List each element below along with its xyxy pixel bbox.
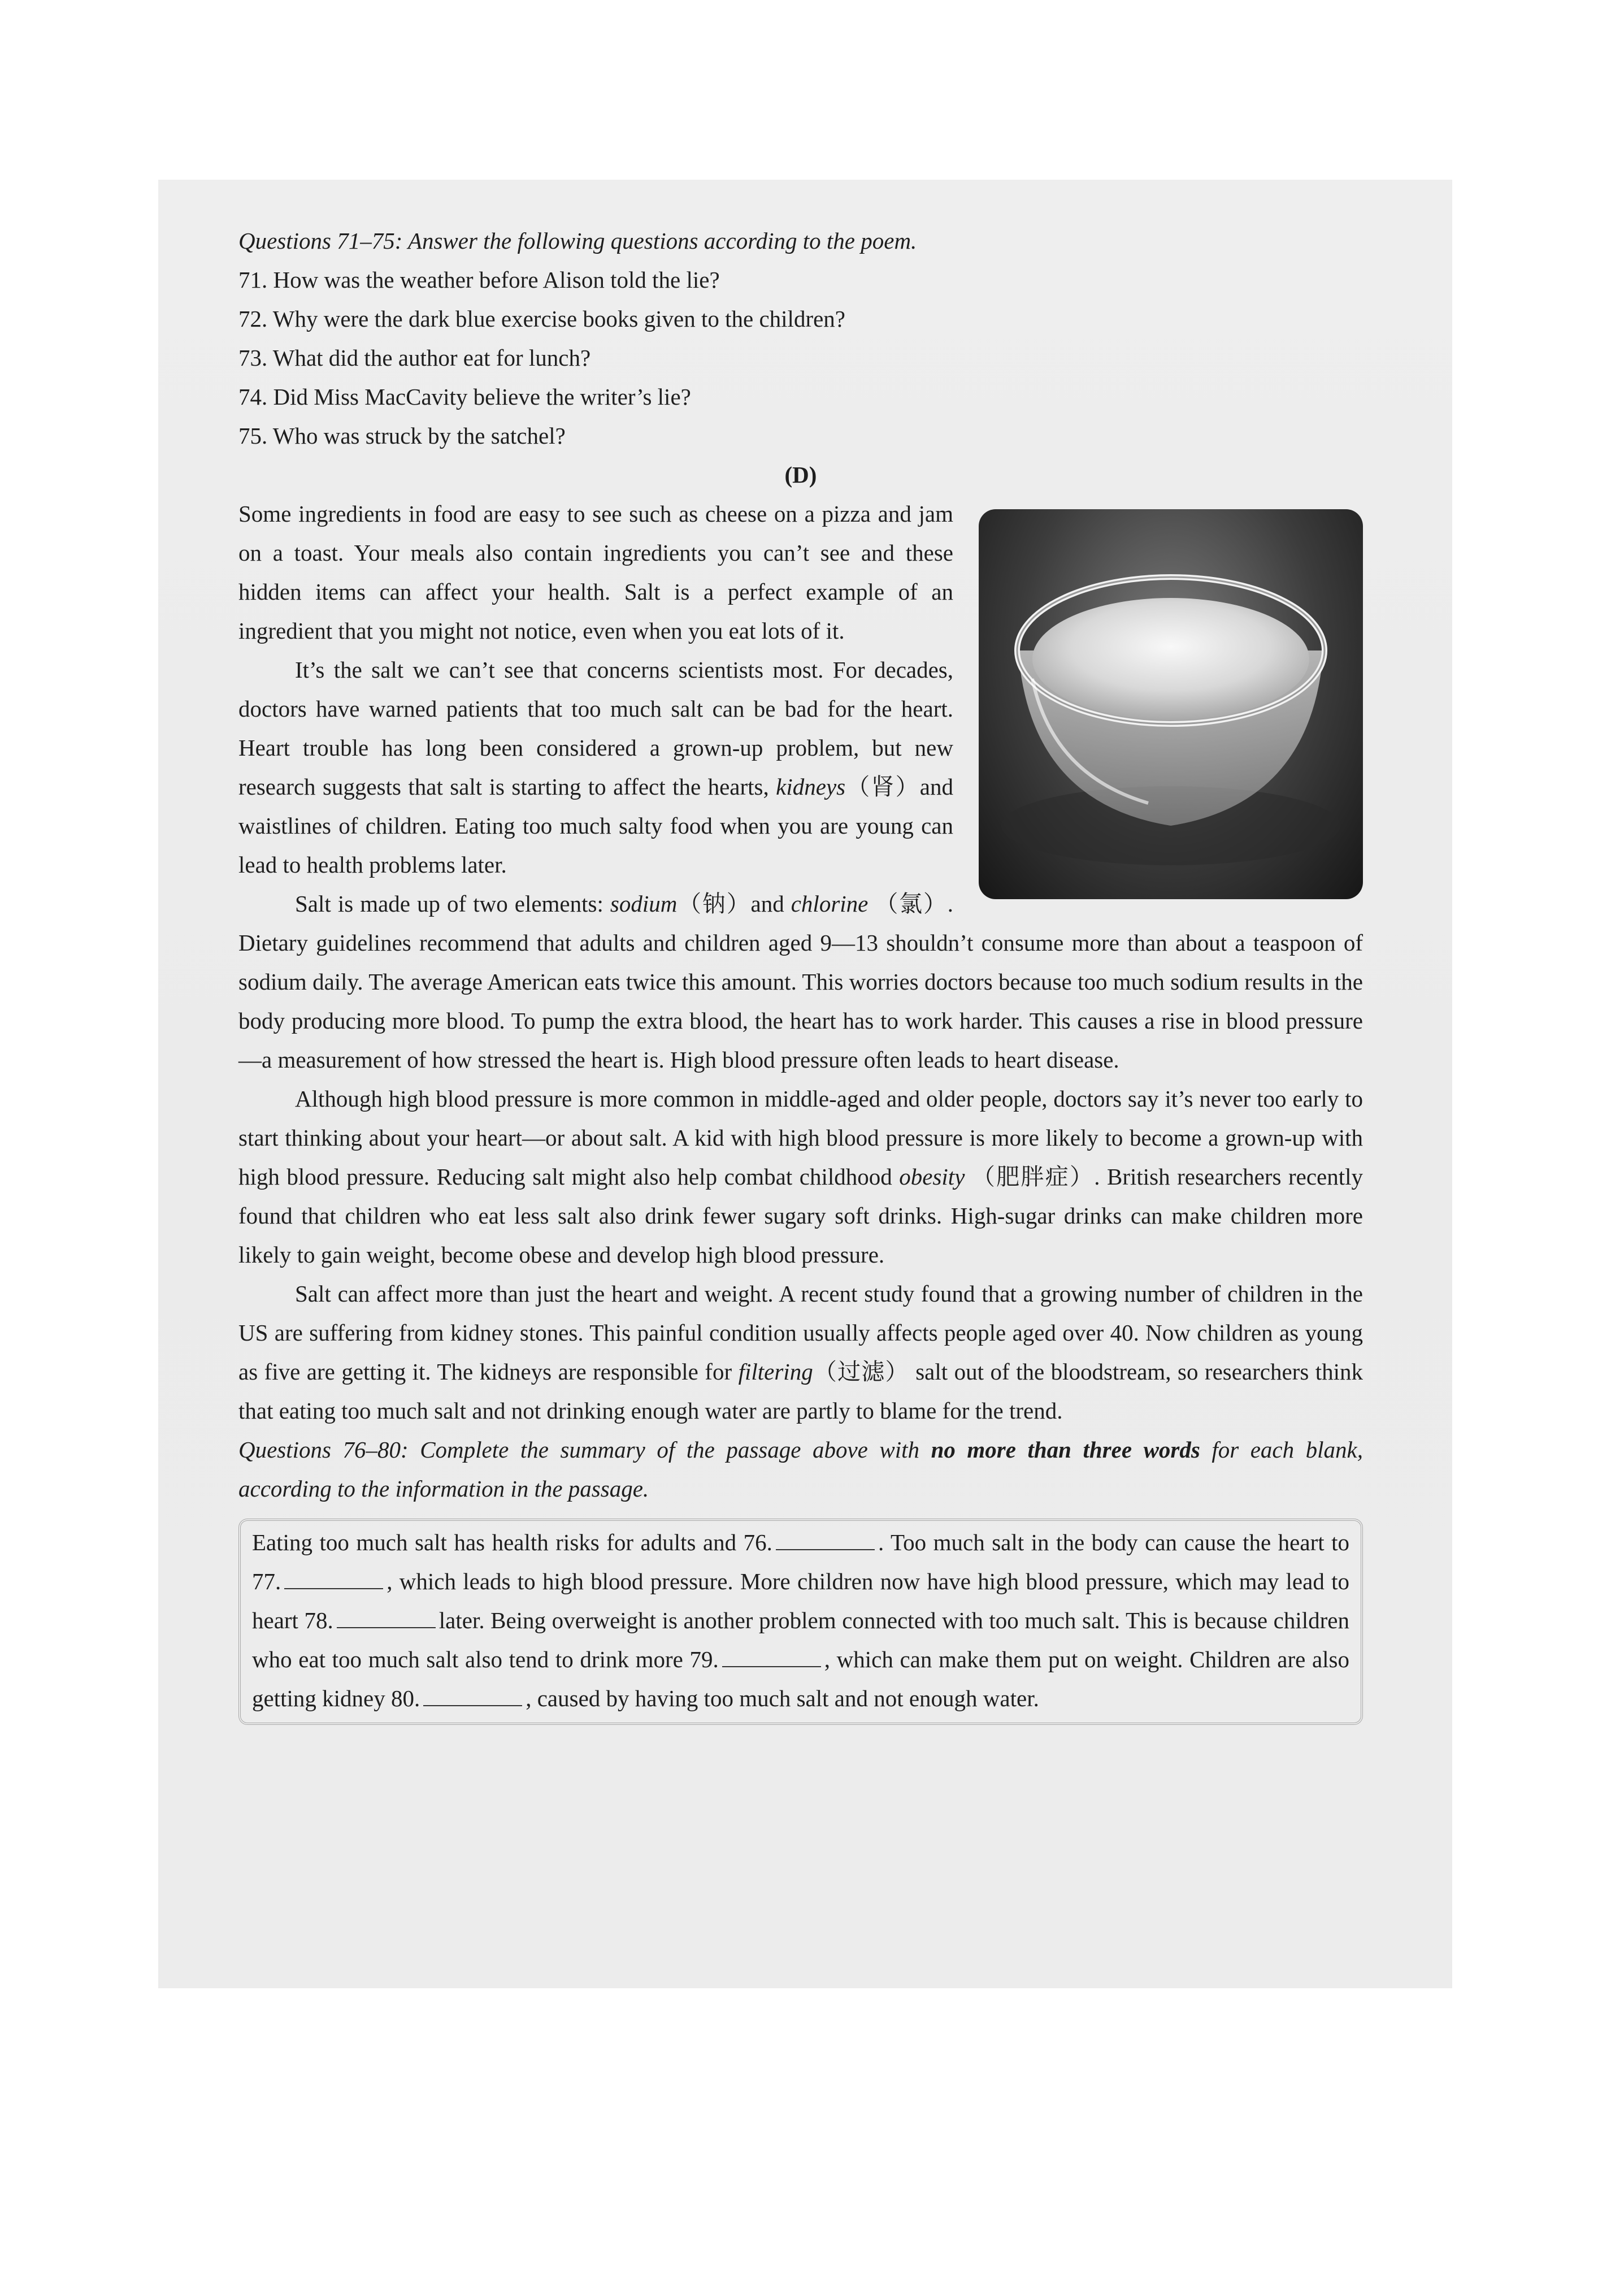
question-74: 74. Did Miss MacCavity believe the writer’s lie? — [238, 384, 691, 410]
paragraph-2-tail: and waistlines of children. Eating too much salty food when you are young can lead to health problems later. — [238, 774, 953, 878]
summary-s6: , caused by having too much salt and not enough water. — [526, 1685, 1039, 1711]
blank-76[interactable] — [776, 1528, 875, 1550]
paragraph-3-lead: Salt is made up of two elements: — [295, 891, 603, 917]
summary-s2: . Too much salt in the body can cause the heart to 77. — [252, 1529, 1350, 1594]
questions-76-80-instruction — [238, 1430, 1363, 1508]
paragraph-3 — [238, 884, 1363, 1079]
summary-s1: Eating too much salt has health risks for adults and 76. — [252, 1529, 772, 1555]
summary-s5: , which can make them put on weight. Children are also getting kidney 80. — [252, 1646, 1349, 1711]
salt-bowl-icon — [979, 509, 1363, 899]
term-chlorine-cn: （氯） — [875, 891, 948, 917]
instruction-76-80-a: Questions 76–80: Complete the summary of the passage above with — [238, 1437, 920, 1463]
questions-71-75-instruction: Questions 71–75: Answer the following questions according to the poem. — [238, 228, 917, 254]
paragraph-4-body: . British researchers recently found that children who eat less salt also drink fewer sugary soft drinks. High-sugar drinks can make children more likely to gain weight, become obese and develop high blood pressure. — [238, 1164, 1364, 1268]
paragraph-4-lead: Although high blood pressure is more common in middle-aged and older people, doctors say it’s never too early to start thinking about your heart—or about salt. A kid with high blood pressure is more likely to become a grown-up with high blood pressure. Reducing salt might also help combat childhood — [238, 1086, 1363, 1190]
question-72: 72. Why were the dark blue exercise books given to the children? — [238, 306, 845, 332]
paragraph-4 — [238, 1079, 1363, 1274]
instruction-76-80-b: for each blank, according to the information in the passage. — [238, 1437, 1363, 1502]
salt-bowl-photo — [979, 509, 1363, 899]
paragraph-3-body: . Dietary guidelines recommend that adults and children aged 9—13 shouldn’t consume more than about a teaspoon of sodium daily. The average American eats twice this amount. This worries doctors because too much sodium results in the body producing more blood. To pump the extra blood, the heart has to work harder. This causes a rise in blood pressure—a measurement of how stressed the heart is. High blood pressure often leads to heart disease. — [238, 891, 1363, 1073]
question-71: 71. How was the weather before Alison told the lie? — [238, 267, 720, 293]
worksheet-content — [238, 222, 1363, 1725]
term-filtering: filtering — [738, 1359, 813, 1385]
paragraph-1: Some ingredients in food are easy to see such as cheese on a pizza and jam on a toast. Your meals also contain ingredients you can’t see and these hidden items can affect your health. Salt is a perfect example of an ingredient that you might not notice, even when you eat lots of it. — [238, 501, 953, 644]
paragraph-3-and: and — [750, 891, 784, 917]
blank-78[interactable] — [337, 1606, 436, 1628]
summary-text — [252, 1523, 1349, 1718]
paragraph-5-body: salt out of the bloodstream, so researchers think that eating too much salt and not drinking enough water are partly to blame for the trend. — [238, 1359, 1364, 1424]
term-kidneys-cn: （肾） — [845, 774, 920, 800]
blank-77[interactable] — [284, 1567, 383, 1589]
paragraph-5 — [238, 1274, 1363, 1430]
term-filtering-cn: （过滤） — [813, 1359, 909, 1385]
term-kidneys: kidneys — [776, 774, 846, 800]
term-chlorine: chlorine — [791, 891, 869, 917]
passage-heading: (D) — [784, 462, 817, 488]
question-75: 75. Who was struck by the satchel? — [238, 423, 566, 449]
blank-80[interactable] — [423, 1684, 522, 1706]
term-obesity-cn: （肥胖症） — [971, 1164, 1095, 1190]
term-obesity: obesity — [899, 1164, 965, 1190]
summary-s4: later. Being overweight is another problem connected with too much salt. This is because children who eat too much salt also tend to drink more 79. — [252, 1607, 1349, 1672]
term-sodium-cn: （钠） — [677, 891, 751, 917]
instruction-76-80-bold: no more than three words — [931, 1437, 1200, 1463]
term-sodium: sodium — [610, 891, 678, 917]
blank-79[interactable] — [722, 1645, 821, 1667]
question-73: 73. What did the author eat for lunch? — [238, 345, 591, 371]
summary-box — [238, 1519, 1363, 1725]
paragraph-2-text: It’s the salt we can’t see that concerns scientists most. For decades, doctors have warned patients that too much salt can be bad for the heart. Heart trouble has long been considered a grown-up problem, but new research suggests that salt is starting to affect the hearts, — [238, 657, 953, 800]
paragraph-5-lead: Salt can affect more than just the heart and weight. A recent study found that a growing number of children in the US are suffering from kidney stones. This painful condition usually affects people aged over 40. Now children as young as five are getting it. The kidneys are responsible for — [238, 1281, 1363, 1385]
summary-s3: , which leads to high blood pressure. More children now have high blood pressure, which may lead to heart 78. — [252, 1568, 1349, 1633]
